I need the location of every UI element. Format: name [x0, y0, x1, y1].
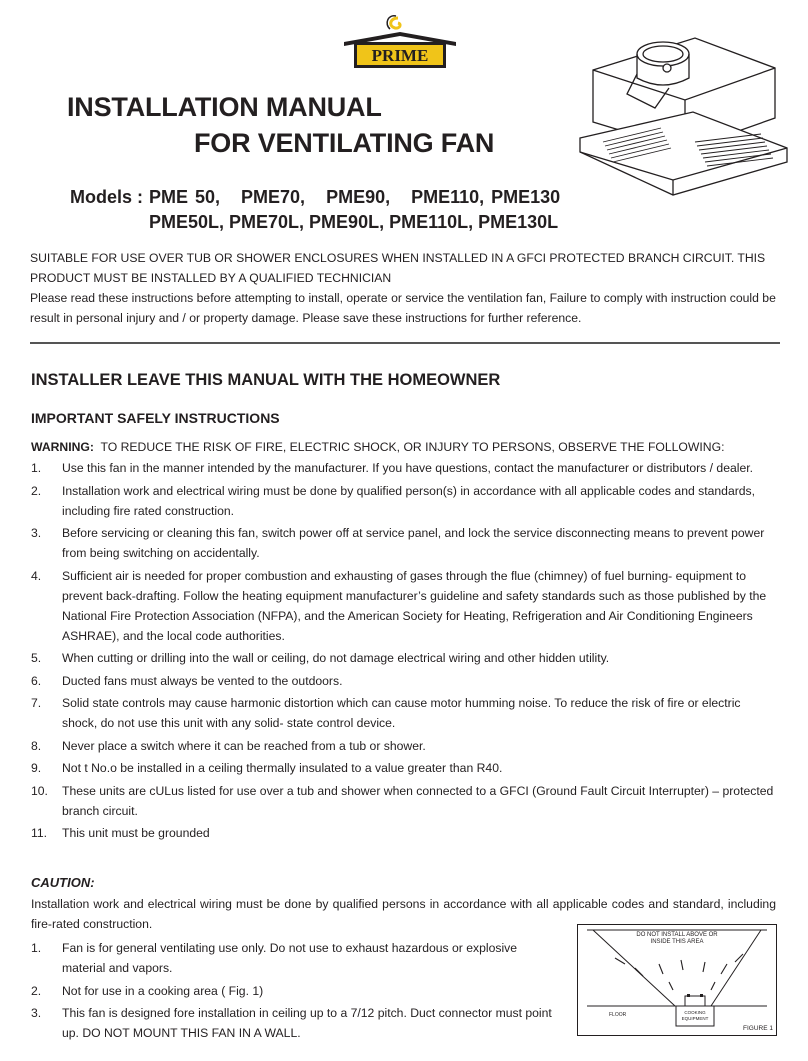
caution-heading: CAUTION: [31, 875, 95, 890]
list-item [31, 781, 776, 821]
list-item-number: 9. [31, 761, 42, 775]
figure-caption: FIGURE 1 [743, 1025, 773, 1032]
list-item-text: These units are cULus listed for use over a tub and shower when connected to a GFCI (Ground Fault Circuit Interrupter) – protected branch circuit. [62, 783, 774, 818]
list-item-text: Never place a switch where it can be reached from a tub or shower. [62, 738, 426, 753]
models-label: Models : [70, 187, 144, 207]
list-item [31, 758, 776, 778]
prime-logo [340, 12, 460, 72]
list-item-number: 4. [31, 568, 42, 583]
list-item [31, 481, 776, 521]
list-item-number: 5. [31, 651, 42, 665]
list-item-number: 3. [31, 526, 42, 540]
caution-text: Installation work and electrical wiring must be done by qualified persons in accordance with all applicable codes and standard, including fire-rated construction. [31, 897, 776, 931]
figure-floor-label: FLOOR [609, 1012, 627, 1018]
installer-leave-heading: INSTALLER LEAVE THIS MANUAL WITH THE HOMEOWNER [31, 371, 501, 389]
list-item-text: Solid state controls may cause harmonic distortion which can cause motor humming noise. To reduce the risk of fire or electric shock, do not use this unit with any solid- state control device. [62, 696, 741, 730]
warning-text: TO REDUCE THE RISK OF FIRE, ELECTRIC SHOCK, OR INJURY TO PERSONS, OBSERVE THE FOLLOWING: [93, 440, 725, 454]
manual-title-line2: FOR VENTILATING FAN [194, 128, 495, 158]
list-item [31, 671, 776, 691]
list-item-text: Before servicing or cleaning this fan, switch power off at service panel, and lock the service disconnecting means to prevent power from being switching on accidentally. [62, 526, 765, 560]
list-item-text: Not t No.o be installed in a ceiling thermally insulated to a value greater than R40. [62, 761, 503, 775]
list-item-text: Sufficient air is needed for proper combustion and exhausting of gases through the flue (chimney) of fuel burning- equipment to prevent back-drafting. Follow the heating equipment manufacturer’s guideline and safety standards such as those published by the National Fire Protection Association (NFPA), and the American Society for Heating, Refrigeration and Air Conditioning Engineers ASHRAE), and the local code authorities. [62, 568, 767, 643]
list-item-text: Use this fan in the manner intended by the manufacturer. If you have questions, contact the manufacturer or distributors / dealer. [62, 461, 754, 475]
list-item-text: When cutting or drilling into the wall or ceiling, do not damage electrical wiring and other hidden utility. [62, 651, 610, 665]
warning-line [31, 437, 786, 457]
list-item [31, 1003, 556, 1043]
list-item-number: 10. [31, 783, 48, 798]
list-item-text: This unit must be grounded [62, 826, 210, 840]
intro-section [30, 248, 780, 328]
list-item [31, 823, 776, 843]
section-divider [30, 342, 780, 344]
list-item-number: 2. [31, 983, 42, 998]
safety-instructions-list [31, 458, 776, 846]
figure-cooking-label-1: COOKING [684, 1010, 706, 1015]
list-item-number: 3. [31, 1006, 42, 1020]
list-item-text: Installation work and electrical wiring must be done by qualified person(s) in accordance with all applicable codes and standards, including fire rated construction. [62, 483, 756, 518]
list-item-number: 7. [31, 696, 42, 710]
read-instructions-notice: Please read these instructions before attempting to install, operate or service the ventilation fan, Failure to comply with instruction could be result in personal injury and / or property damage. Please save these instructions for further reference. [30, 291, 776, 325]
suitable-notice: SUITABLE FOR USE OVER TUB OR SHOWER ENCLOSURES WHEN INSTALLED IN A GFCI PROTECTED BRANCH CIRCUIT. THIS PRODUCT MUST BE INSTALLED BY A QUALIFIED TECHNICIAN [30, 251, 766, 285]
figure-cooking-label-2: EQUIPMENT [681, 1016, 709, 1021]
list-item-text: This fan is designed fore installation in ceiling up to a 7/12 pitch. Duct connector must point up. DO NOT MOUNT THIS FAN IN A WALL. [62, 1006, 552, 1040]
list-item [31, 938, 556, 978]
list-item [31, 566, 776, 646]
figure-1-diagram [577, 924, 777, 1036]
fan-illustration [575, 30, 790, 215]
list-item-number: 8. [31, 738, 42, 753]
list-item-text: Not for use in a cooking area ( Fig. 1) [62, 983, 264, 998]
list-item [31, 458, 776, 478]
list-item-number: 1. [31, 941, 42, 955]
list-item-number: 11. [31, 826, 48, 840]
list-item-text: Fan is for general ventilating use only. Do not use to exhaust hazardous or explosive material and vapors. [62, 941, 518, 975]
list-item-text: Ducted fans must always be vented to the outdoors. [62, 673, 343, 688]
models-list-line2: PME50L, PME70L, PME90L, PME110L, PME130L [149, 212, 559, 232]
list-item [31, 981, 556, 1001]
list-item-number: 2. [31, 483, 42, 498]
warning-label: WARNING: [31, 440, 94, 454]
caution-list [31, 938, 556, 1046]
models-list-line1: PME 50, PME70, PME90, PME110, PME130 [149, 187, 561, 207]
figure-area-label-1: DO NOT INSTALL ABOVE OR [636, 932, 718, 938]
safety-instructions-heading: IMPORTANT SAFELY INSTRUCTIONS [31, 410, 280, 426]
list-item-number: 1. [31, 461, 42, 475]
list-item [31, 736, 776, 756]
list-item [31, 648, 776, 668]
manual-title-line1: INSTALLATION MANUAL [67, 92, 382, 122]
figure-area-label-2: INSIDE THIS AREA [650, 939, 704, 945]
list-item-number: 6. [31, 673, 42, 688]
list-item [31, 523, 776, 563]
list-item [31, 693, 776, 733]
logo-wordmark: PRIME [371, 46, 429, 65]
